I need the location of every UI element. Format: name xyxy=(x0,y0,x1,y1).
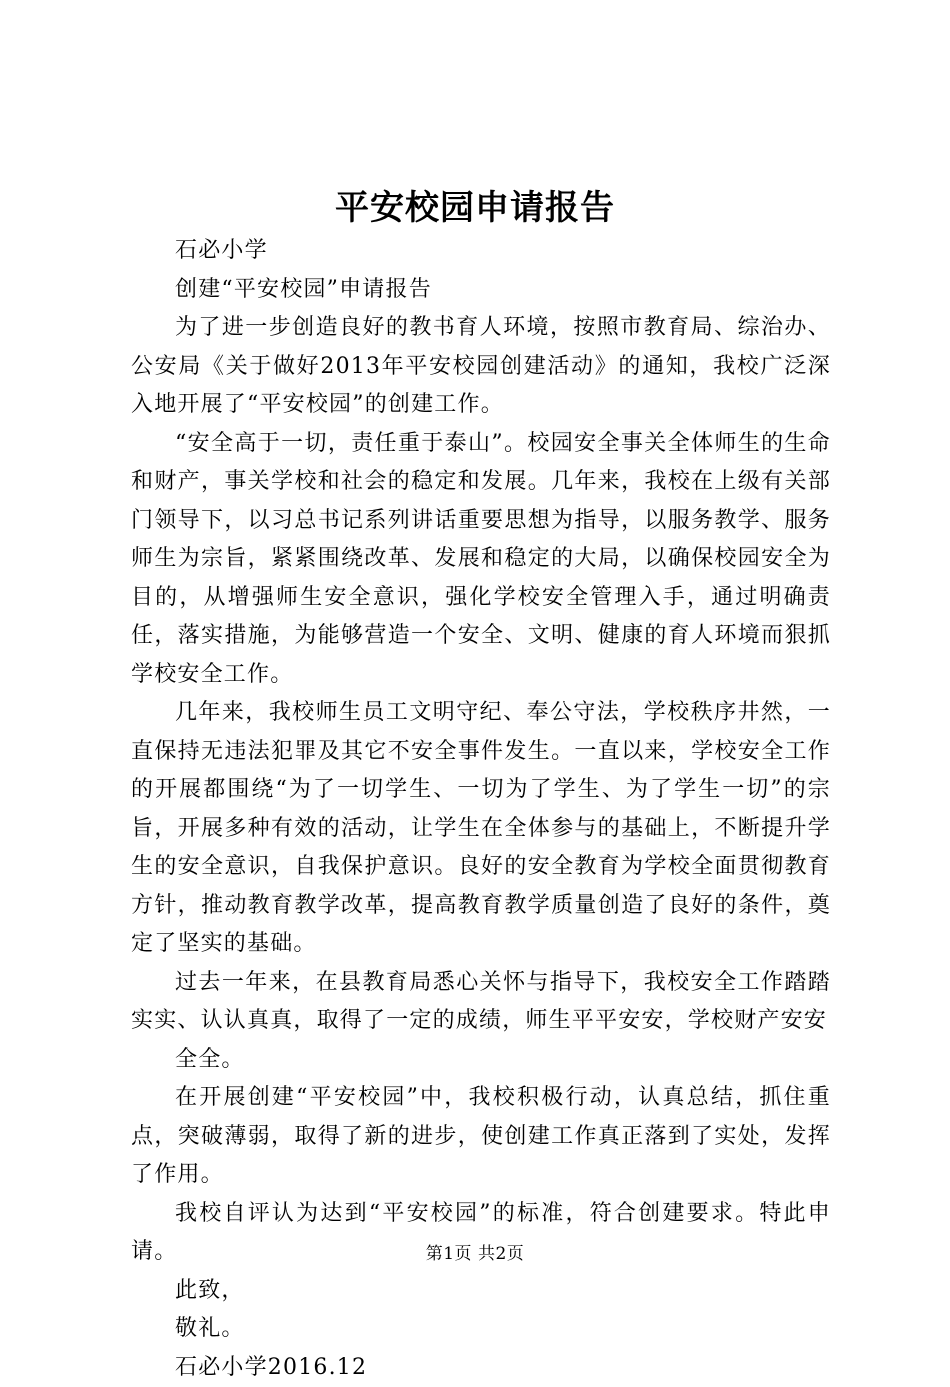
closing-line: 此致， xyxy=(131,1272,831,1311)
body-paragraph: 几年来，我校师生员工文明守纪、奉公守法，学校秩序井然，一直保持无违法犯罪及其它不安全事件发生。一直以来，学校安全工作的开展都围绕“为了一切学生、一切为了学生、为了学生一切”的宗旨，开展多种有效的活动，让学生在全体参与的基础上，不断提升学生的安全意识，自我保护意识。良好的安全教育为学校全面贯彻教育方针，推动教育教学改革，提高教育教学质量创造了良好的条件，奠定了坚实的基础。 xyxy=(131,694,831,964)
body-paragraph: 我校自评认为达到“平安校园”的标准，符合创建要求。特此申请。 xyxy=(131,1195,831,1272)
report-subject-line: 创建“平安校园”申请报告 xyxy=(131,271,831,310)
body-paragraph: 过去一年来，在县教育局悉心关怀与指导下，我校安全工作踏踏实实、认认真真，取得了一定的成绩，师生平平安安，学校财产安安 xyxy=(131,964,831,1041)
document-body xyxy=(131,232,831,1387)
body-paragraph: 在开展创建“平安校园”中，我校积极行动，认真总结，抓住重点，突破薄弱，取得了新的进步，使创建工作真正落到了实处，发挥了作用。 xyxy=(131,1079,831,1195)
document-title: 平安校园申请报告 xyxy=(0,184,950,232)
page-number-footer: 第1页 共2页 xyxy=(0,1242,950,1266)
signature-date-line: 石必小学2016.12 xyxy=(131,1349,831,1387)
body-paragraph: “安全高于一切，责任重于泰山”。校园安全事关全体师生的生命和财产，事关学校和社会的稳定和发展。几年来，我校在上级有关部门领导下，以习总书记系列讲话重要思想为指导，以服务教学、服务师生为宗旨，紧紧围绕改革、发展和稳定的大局，以确保校园安全为目的，从增强师生安全意识，强化学校安全管理入手，通过明确责任，落实措施，为能够营造一个安全、文明、健康的育人环境而狠抓学校安全工作。 xyxy=(131,425,831,695)
closing-line: 敬礼。 xyxy=(131,1310,831,1349)
body-paragraph: 全全。 xyxy=(131,1041,831,1080)
body-paragraph: 为了进一步创造良好的教书育人环境，按照市教育局、综治办、公安局《关于做好2013年平安校园创建活动》的通知，我校广泛深入地开展了“平安校园”的创建工作。 xyxy=(131,309,831,425)
school-name-line: 石必小学 xyxy=(131,232,831,271)
